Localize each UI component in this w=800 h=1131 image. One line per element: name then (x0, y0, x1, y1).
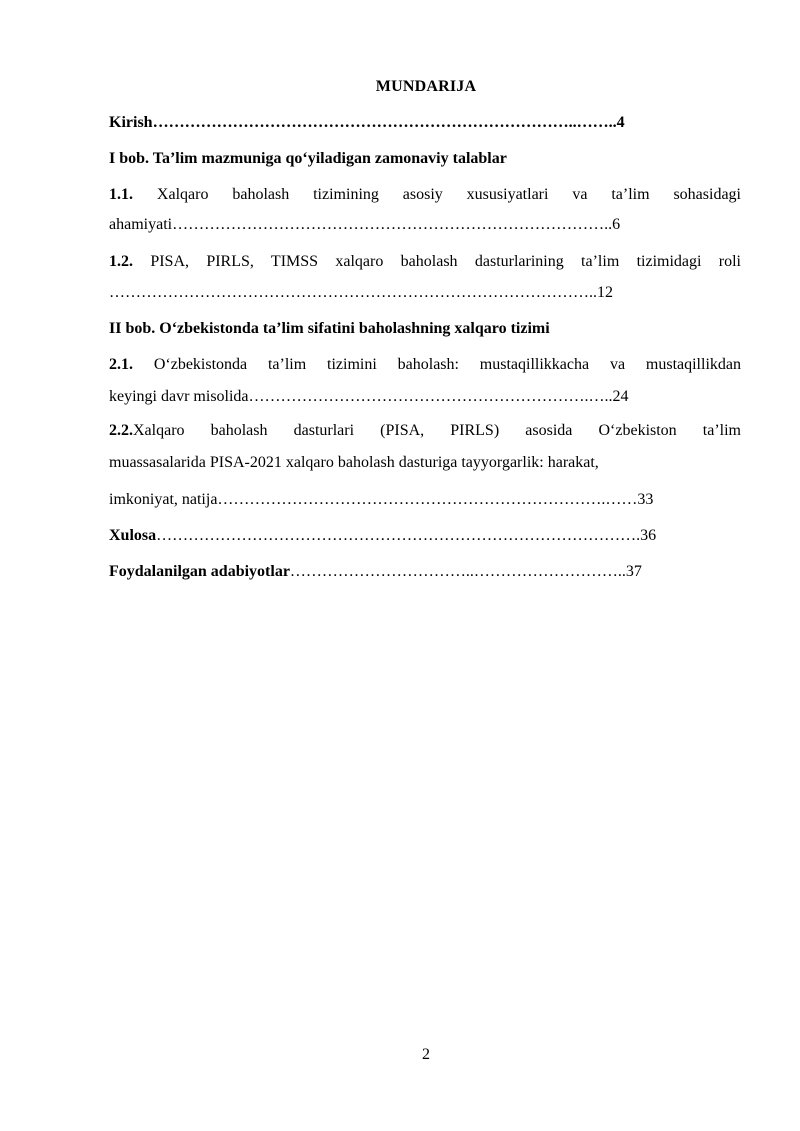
section-title: O‘zbekistonda ta’lim tizimini baholash: mustaqillikkacha va mustaqillikdan (153, 356, 741, 373)
toc-entry-xulosa (109, 526, 741, 546)
toc-entry-2-2-line-1 (109, 421, 741, 441)
toc-entry-kirish: Kirish……………………………………………………………………..……..4 (109, 114, 625, 131)
section-number: 2.2. (109, 422, 133, 439)
toc-entry-1-1-line-1 (109, 185, 741, 205)
section-number: 1.1. (109, 186, 133, 203)
toc-entry-1-2-line-1 (109, 252, 741, 272)
section-title: Xalqaro baholash dasturlari (PISA, PIRLS) asosida O‘zbekiston ta’lim (133, 422, 741, 439)
toc-entry-adabiyotlar (109, 562, 741, 582)
toc-title: MUNDARIJA (375, 78, 477, 95)
toc-entry-2-2-line-3: imkoniyat, natija……………………………………………………………….……33 (109, 491, 654, 508)
entry-leader: ……………………………………………………………………………….36 (156, 527, 657, 544)
section-number: 2.1. (109, 356, 133, 373)
section-title: Xalqaro baholash tizimining asosiy xususiyatlari va ta’lim sohasidagi (156, 186, 741, 203)
toc-entry-2-2-line-2: muassasalarida PISA-2021 xalqaro baholash dasturiga tayyorgarlik: harakat, (109, 454, 599, 471)
toc-entry-1-1-line-2: ahamiyati………………………………………………………………………..6 (109, 216, 621, 233)
entry-leader: ……………………………..………………………..37 (289, 563, 642, 580)
toc-entry-2-1-line-1 (109, 355, 741, 375)
chapter-2-heading: II bob. O‘zbekistonda ta’lim sifatini baholashning xalqaro tizimi (109, 320, 550, 337)
chapter-1-heading: I bob. Ta’lim mazmuniga qo‘yiladigan zamonaviy talablar (109, 150, 507, 167)
section-number: 1.2. (109, 253, 133, 270)
page-number: 2 (422, 1046, 430, 1063)
section-title: PISA, PIRLS, TIMSS xalqaro baholash dasturlarining ta’lim tizimidagi roli (150, 253, 742, 270)
entry-label: Foydalanilgan adabiyotlar (109, 563, 290, 580)
toc-entry-1-2-line-2: ………………………………………………………………………………..12 (109, 284, 613, 301)
toc-entry-2-1-line-2: keyingi davr misolida……………………………………………………….…..24 (109, 388, 629, 405)
entry-label: Xulosa (109, 527, 157, 544)
